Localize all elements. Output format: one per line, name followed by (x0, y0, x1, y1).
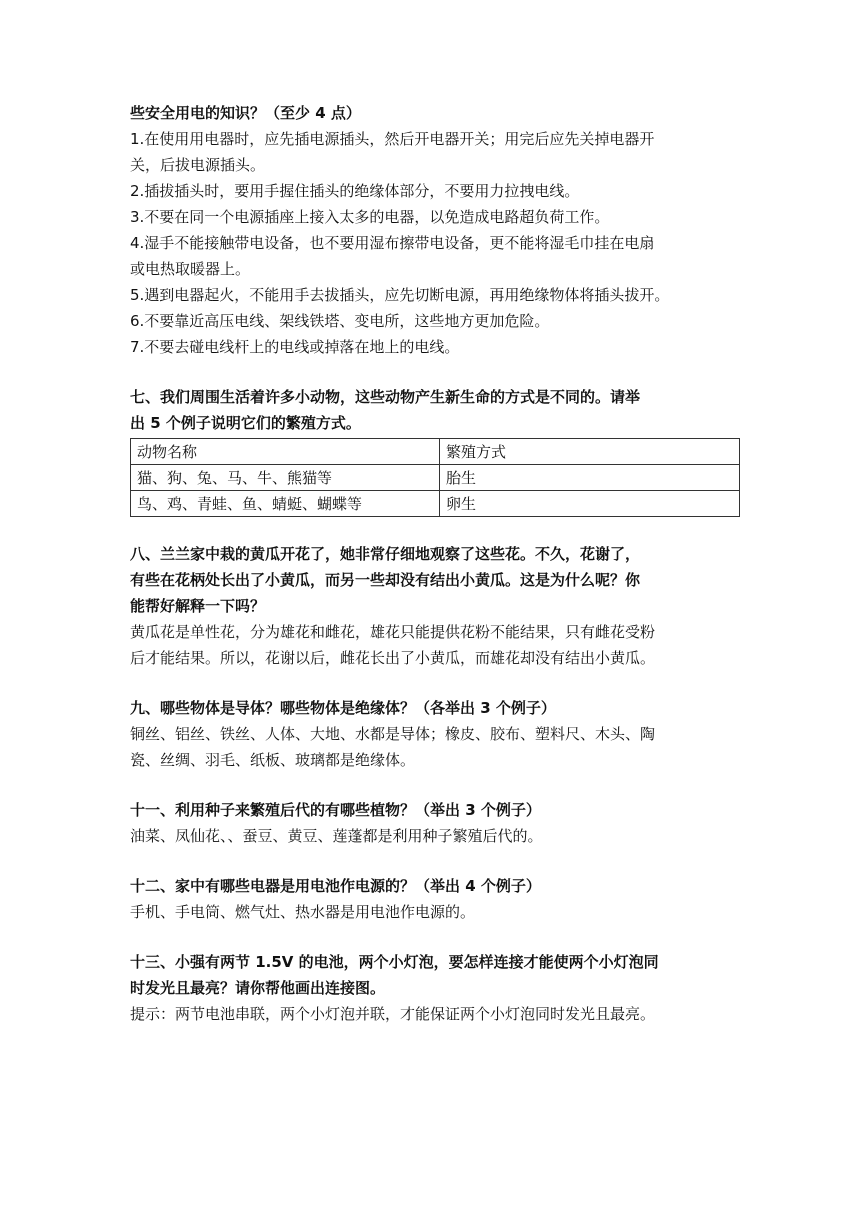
question-11 (130, 797, 740, 849)
safety-item: 5.遇到电器起火，不能用手去拔插头，应先切断电源，再用绝缘物体将插头拔开。 (130, 286, 670, 304)
question-heading: 八、兰兰家中栽的黄瓜开花了，她非常仔细地观察了这些花。不久，花谢了， (130, 545, 641, 563)
question-heading: 时发光且最亮？请你帮他画出连接图。 (130, 979, 386, 997)
safety-item: 2.插拔插头时，要用手握住插头的绝缘体部分，不要用力拉拽电线。 (130, 182, 580, 200)
answer-text: 手机、手电筒、燃气灶、热水器是用电池作电源的。 (130, 903, 476, 921)
question-8 (130, 541, 740, 671)
safety-item: 3.不要在同一个电源插座上接入太多的电器，以免造成电路超负荷工作。 (130, 208, 610, 226)
table-cell: 卵生 (440, 491, 740, 517)
table-header-row (131, 439, 740, 465)
safety-heading: 些安全用电的知识？（至少 4 点） (130, 104, 361, 122)
answer-text: 提示：两节电池串联，两个小灯泡并联，才能保证两个小灯泡同时发光且最亮。 (130, 1005, 656, 1023)
question-heading: 九、哪些物体是导体？哪些物体是绝缘体？（各举出 3 个例子） (130, 699, 556, 717)
safety-section (130, 100, 740, 360)
answer-text: 油菜、凤仙花、、蚕豆、黄豆、莲蓬都是利用种子繁殖后代的。 (130, 827, 543, 845)
safety-item: 4.湿手不能接触带电设备，也不要用湿布擦带电设备，更不能将湿毛巾挂在电扇 (130, 234, 655, 252)
answer-text: 黄瓜花是单性花，分为雄花和雌花，雄花只能提供花粉不能结果，只有雌花受粉 (130, 623, 656, 641)
question-7 (130, 384, 740, 517)
safety-item: 1.在使用用电器时，应先插电源插头，然后开电器开关；用完后应先关掉电器开 (130, 130, 655, 148)
answer-text: 瓷、丝绸、羽毛、纸板、玻璃都是绝缘体。 (130, 751, 416, 769)
question-heading: 十三、小强有两节 1.5V 的电池，两个小灯泡，要怎样连接才能使两个小灯泡同 (130, 953, 659, 971)
answer-text: 后才能结果。所以，花谢以后，雌花长出了小黄瓜，而雄花却没有结出小黄瓜。 (130, 649, 656, 667)
table-header-cell: 动物名称 (131, 439, 440, 465)
document-page (130, 100, 740, 1027)
table-header-cell: 繁殖方式 (440, 439, 740, 465)
safety-item: 6.不要靠近高压电线、架线铁塔、变电所，这些地方更加危险。 (130, 312, 550, 330)
table-cell: 胎生 (440, 465, 740, 491)
table-row (131, 491, 740, 517)
question-heading: 七、我们周围生活着许多小动物，这些动物产生新生命的方式是不同的。请举 (130, 388, 641, 406)
question-heading: 十二、家中有哪些电器是用电池作电源的？（举出 4 个例子） (130, 877, 541, 895)
question-12 (130, 873, 740, 925)
question-heading: 出 5 个例子说明它们的繁殖方式。 (130, 414, 361, 432)
question-heading: 十一、利用种子来繁殖后代的有哪些植物？（举出 3 个例子） (130, 801, 541, 819)
safety-item: 7.不要去碰电线杆上的电线或掉落在地上的电线。 (130, 338, 460, 356)
question-heading: 能帮好解释一下吗？ (130, 597, 266, 615)
question-13 (130, 949, 740, 1027)
reproduction-table (130, 438, 740, 517)
safety-item: 关，后拔电源插头。 (130, 156, 266, 174)
safety-item: 或电热取暖器上。 (130, 260, 251, 278)
table-cell: 猫、狗、兔、马、牛、熊猫等 (131, 465, 440, 491)
question-heading: 有些在花柄处长出了小黄瓜，而另一些却没有结出小黄瓜。这是为什么呢？你 (130, 571, 641, 589)
question-9 (130, 695, 740, 773)
table-cell: 鸟、鸡、青蛙、鱼、蜻蜓、蝴蝶等 (131, 491, 440, 517)
table-row (131, 465, 740, 491)
answer-text: 铜丝、铝丝、铁丝、人体、大地、水都是导体；橡皮、胶布、塑料尺、木头、陶 (130, 725, 656, 743)
